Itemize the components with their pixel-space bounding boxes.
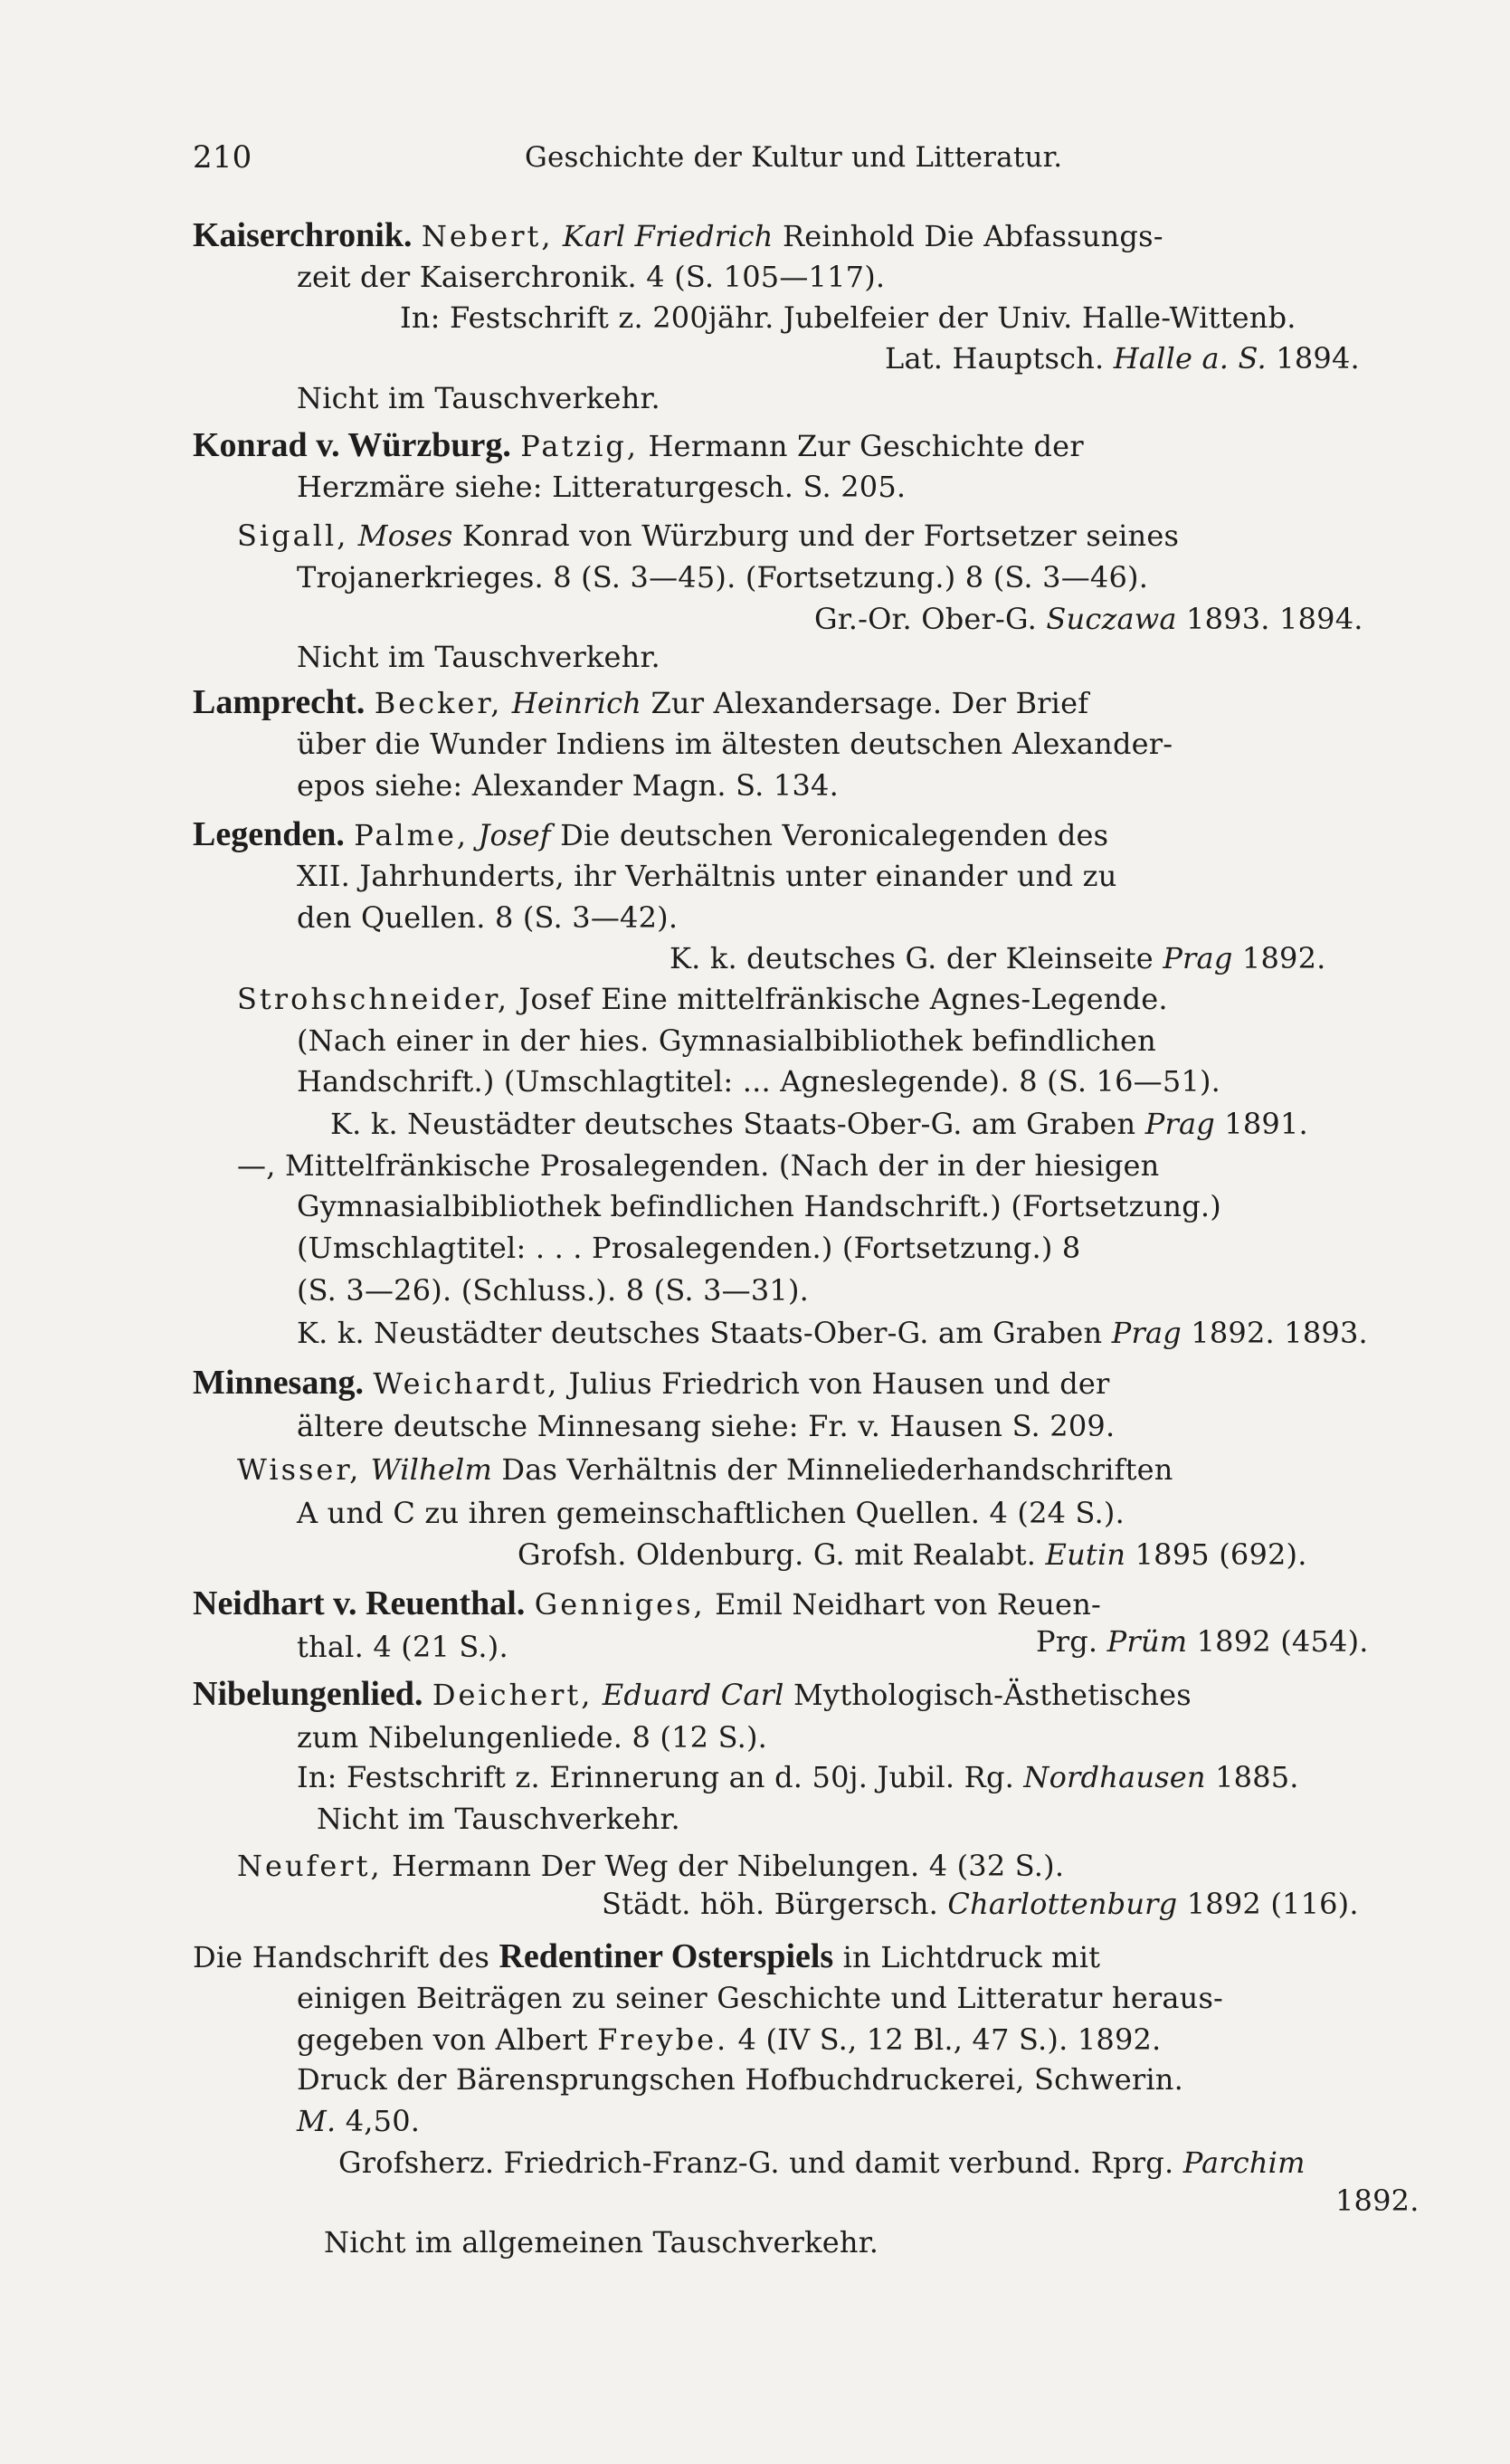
entry-heading: Legenden.	[193, 815, 345, 853]
entry-kaiserchronik-line-4	[885, 340, 1360, 376]
author-name: Becker,	[374, 686, 503, 720]
year: 1892 (116).	[1177, 1887, 1359, 1921]
entry-text: Julius Friedrich von Hausen und der	[559, 1366, 1110, 1401]
entry-redentiner-line-8: Nicht im allgemeinen Tauschverkehr.	[324, 2225, 879, 2259]
entry-neidhart-line-2: thal. 4 (21 S.).	[297, 1630, 508, 1664]
entry-legenden-line-4	[670, 940, 1326, 976]
entry-heading: Lamprecht.	[193, 683, 366, 721]
entry-text: Hermann Der Weg der Nibelungen. 4 (32 S.).	[382, 1849, 1065, 1883]
entry-legenden-line-13	[297, 1315, 1368, 1351]
entry-lamprecht-line-3: epos siehe: Alexander Magn. S. 134.	[297, 768, 839, 803]
author-given-names: Moses	[357, 518, 453, 553]
entry-text: Hermann Zur Geschichte der	[639, 429, 1084, 463]
institution: Gr.-Or. Ober-G.	[814, 602, 1047, 636]
entry-nibelungenlied-line-5	[237, 1848, 1064, 1884]
institution: Grofsherz. Friedrich-Franz-G. und damit verbund. Rprg.	[338, 2145, 1183, 2180]
entry-nibelungenlied-line-1	[193, 1676, 1192, 1713]
institution: Städt. höh. Bürgersch.	[602, 1887, 948, 1921]
author-name: Deichert,	[432, 1678, 594, 1712]
entry-legenden-line-10: Gymnasialbibliothek befindlichen Handschrift.) (Fortsetzung.)	[297, 1189, 1221, 1223]
author-name: Strohschneider,	[237, 982, 510, 1016]
author-given-names: Wilhelm	[370, 1452, 492, 1487]
entry-heading: Neidhart v. Reuenthal.	[193, 1584, 526, 1622]
author-name: Wisser,	[237, 1452, 362, 1487]
entry-legenden-line-9: —, Mittelfränkische Prosalegenden. (Nach der in der hiesigen	[237, 1148, 1160, 1183]
entry-nibelungenlied-line-4: Nicht im Tauschverkehr.	[317, 1802, 680, 1836]
author-name: Weichardt,	[373, 1366, 560, 1401]
entry-lamprecht-line-1	[193, 684, 1088, 721]
year: 1892 (454).	[1187, 1624, 1369, 1659]
author-given-names: Josef	[478, 818, 551, 852]
entry-nibelungenlied-line-3	[297, 1759, 1299, 1795]
institution: K. k. Neustädter deutsches Staats-Ober-G. am Graben	[330, 1107, 1145, 1141]
author-name: Palme,	[354, 818, 470, 852]
entry-minnesang-line-2: ältere deutsche Minnesang siehe: Fr. v. Hausen S. 209.	[297, 1409, 1116, 1443]
entry-text: Mythologisch-Ästhetisches	[783, 1678, 1192, 1712]
entry-legenden-line-7: Handschrift.) (Umschlagtitel: ... Agneslegende). 8 (S. 16—51).	[297, 1064, 1221, 1099]
author-name: Freybe.	[597, 2022, 729, 2057]
entry-konrad-line-6: Nicht im Tauschverkehr.	[297, 640, 660, 674]
entry-nibelungenlied-line-6	[602, 1886, 1359, 1922]
entry-legenden-line-6: (Nach einer in der hies. Gymnasialbibliothek befindlichen	[297, 1023, 1156, 1058]
entry-heading: Redentiner Osterspiels	[499, 1937, 834, 1975]
entry-legenden-line-1	[193, 816, 1108, 853]
year: 1893. 1894.	[1176, 602, 1363, 636]
entry-legenden-line-8	[330, 1106, 1308, 1142]
institution: K. k. Neustädter deutsches Staats-Ober-G. am Graben	[297, 1316, 1112, 1350]
author-given-names: Karl Friedrich	[562, 219, 774, 253]
entry-heading: Minnesang.	[193, 1364, 364, 1402]
entry-konrad-line-4: Trojanerkrieges. 8 (S. 3—45). (Fortsetzung.) 8 (S. 3—46).	[297, 560, 1149, 595]
entry-redentiner-line-6	[338, 2145, 1306, 2181]
place-name: Prag	[1144, 1107, 1215, 1141]
currency-symbol: M.	[297, 2104, 337, 2138]
entry-text: Reinhold Die Abfassungs-	[773, 219, 1163, 253]
entry-text: gegeben von Albert	[297, 2022, 598, 2057]
author-name: Genniges,	[534, 1587, 706, 1622]
year: 1892.	[1232, 941, 1326, 975]
institution: K. k. deutsches G. der Kleinseite	[670, 941, 1163, 975]
entry-minnesang-line-5	[518, 1536, 1307, 1573]
entry-neidhart-line-1	[193, 1585, 1101, 1622]
entry-nibelungenlied-line-2: zum Nibelungenliede. 8 (12 S.).	[297, 1720, 768, 1755]
entry-kaiserchronik-line-2: zeit der Kaiserchronik. 4 (S. 105—117).	[297, 260, 886, 294]
entry-heading: Konrad v. Würzburg.	[193, 426, 511, 464]
entry-konrad-line-1	[193, 427, 1084, 464]
author-given-names: Eduard Carl	[602, 1678, 784, 1712]
entry-heading: Nibelungenlied.	[193, 1675, 423, 1713]
institution: In: Festschrift z. Erinnerung an d. 50j. Jubil. Rg.	[297, 1760, 1024, 1794]
entry-legenden-line-3: den Quellen. 8 (S. 3—42).	[297, 900, 679, 935]
place-name: Nordhausen	[1023, 1760, 1206, 1794]
year: 1885.	[1205, 1760, 1299, 1794]
running-title: Geschichte der Kultur und Litteratur.	[525, 141, 1063, 174]
entry-minnesang-line-4: A und C zu ihren gemeinschaftlichen Quellen. 4 (24 S.).	[297, 1496, 1125, 1530]
entry-konrad-line-5	[814, 601, 1363, 637]
author-given-names: Heinrich	[511, 686, 642, 720]
entry-konrad-line-3	[237, 518, 1179, 554]
entry-legenden-line-12: (S. 3—26). (Schluss.). 8 (S. 3—31).	[297, 1273, 810, 1308]
entry-text: Die Handschrift des	[193, 1940, 499, 1974]
place-name: Prüm	[1106, 1624, 1188, 1659]
entry-konrad-line-2: Herzmäre siehe: Litteraturgesch. S. 205.	[297, 470, 907, 504]
year: 1895 (692).	[1125, 1537, 1307, 1572]
place-name: Eutin	[1045, 1537, 1126, 1572]
entry-text: Josef Eine mittelfränkische Agnes-Legende.	[509, 982, 1168, 1016]
place-name: Prag	[1163, 941, 1233, 975]
place-name: Halle a. S.	[1113, 341, 1267, 376]
entry-legenden-line-11: (Umschlagtitel: . . . Prosalegenden.) (Fortsetzung.) 8	[297, 1231, 1081, 1265]
entry-minnesang-line-3	[237, 1451, 1173, 1488]
entry-redentiner-line-5	[297, 2103, 420, 2139]
entry-text: Das Verhältnis der Minneliederhandschriften	[492, 1452, 1173, 1487]
place-name: Charlottenburg	[947, 1887, 1178, 1921]
institution: Lat. Hauptsch.	[885, 341, 1114, 376]
entry-neidhart-line-2-right	[1036, 1623, 1369, 1660]
entry-kaiserchronik-line-3: In: Festschrift z. 200jähr. Jubelfeier der Univ. Halle-Wittenb.	[400, 300, 1296, 335]
entry-text: 4 (IV S., 12 Bl., 47 S.). 1892.	[728, 2022, 1162, 2057]
entry-redentiner-line-3	[297, 2022, 1161, 2058]
place-name: Suczawa	[1046, 602, 1177, 636]
entry-legenden-line-5	[237, 981, 1168, 1017]
year: 1892. 1893.	[1181, 1316, 1368, 1350]
entry-heading: Kaiserchronik.	[193, 216, 413, 254]
entry-text: in Lichtdruck mit	[833, 1940, 1101, 1974]
entry-text: Emil Neidhart von Reuen-	[705, 1587, 1102, 1622]
author-name: Patzig,	[520, 429, 640, 463]
year: 1894.	[1266, 341, 1360, 376]
entry-redentiner-line-2: einigen Beiträgen zu seiner Geschichte und Litteratur heraus-	[297, 1981, 1224, 2015]
place-name: Parchim	[1182, 2145, 1306, 2180]
institution: Prg.	[1036, 1624, 1107, 1659]
price: 4,50.	[336, 2104, 421, 2138]
year: 1891.	[1214, 1107, 1308, 1141]
entry-text: Konrad von Würzburg und der Fortsetzer seines	[452, 518, 1180, 553]
entry-kaiserchronik-line-5: Nicht im Tauschverkehr.	[297, 381, 660, 415]
entry-redentiner-line-1	[193, 1938, 1100, 1975]
entry-redentiner-line-4: Druck der Bärensprungschen Hofbuchdruckerei, Schwerin.	[297, 2062, 1183, 2097]
author-name: Nebert,	[421, 219, 554, 253]
entry-legenden-line-2: XII. Jahrhunderts, ihr Verhältnis unter einander und zu	[297, 859, 1117, 893]
page-number: 210	[193, 139, 252, 176]
entry-text: Zur Alexandersage. Der Brief	[641, 686, 1089, 720]
author-name: Neufert,	[237, 1849, 383, 1883]
entry-lamprecht-line-2: über die Wunder Indiens im ältesten deutschen Alexander-	[297, 727, 1173, 761]
entry-redentiner-line-7: 1892.	[1335, 2183, 1420, 2218]
entry-minnesang-line-1	[193, 1365, 1110, 1402]
entry-text: Die deutschen Veronicalegenden des	[550, 818, 1109, 852]
entry-kaiserchronik-line-1	[193, 217, 1163, 254]
author-name: Sigall,	[237, 518, 349, 553]
institution: Grofsh. Oldenburg. G. mit Realabt.	[518, 1537, 1046, 1572]
place-name: Prag	[1111, 1316, 1182, 1350]
